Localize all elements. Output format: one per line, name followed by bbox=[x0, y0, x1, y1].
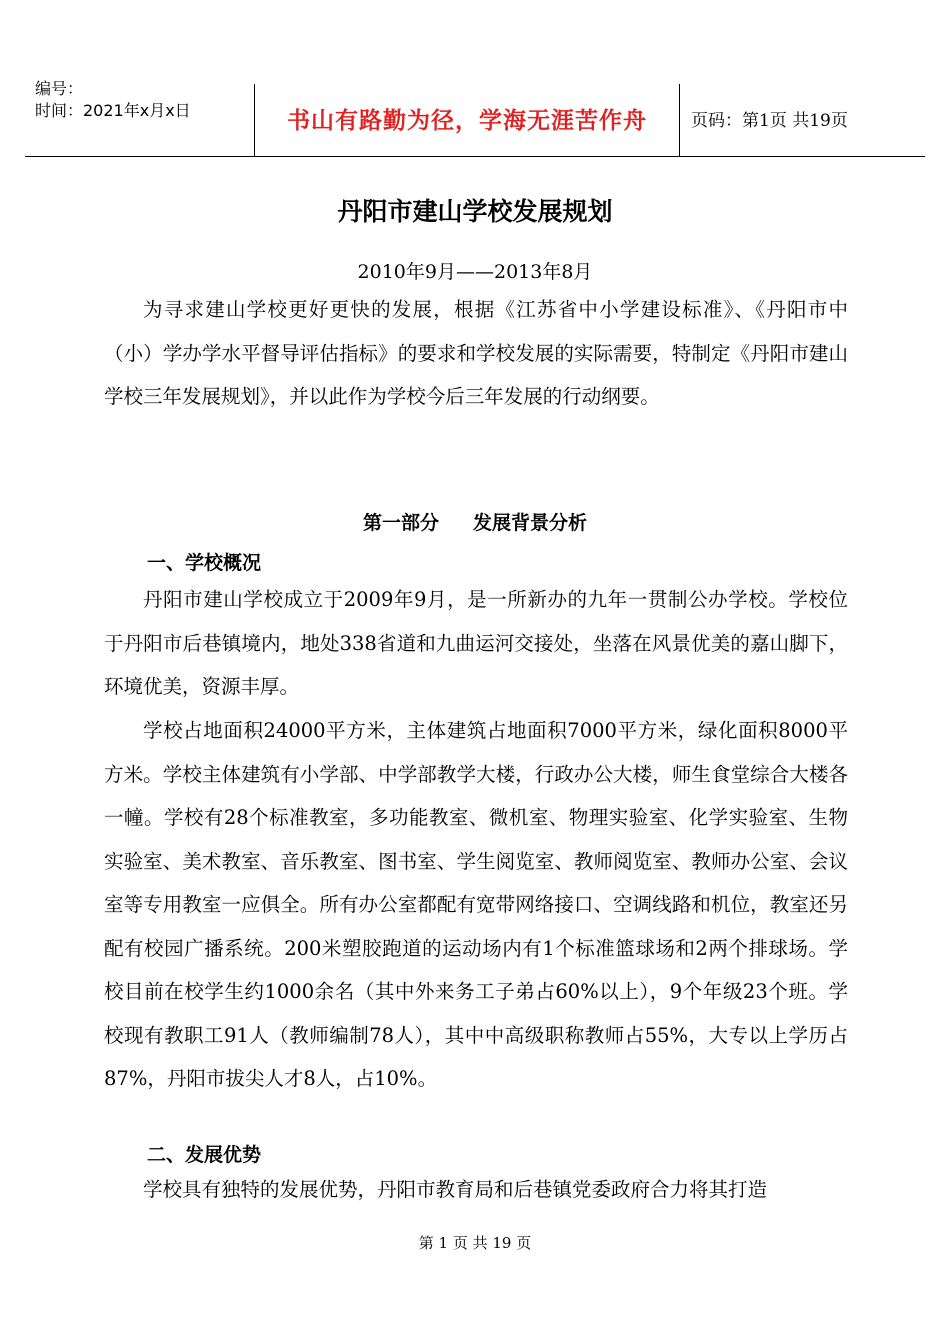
body-paragraph: 丹阳市建山学校成立于2009年9月，是一所新办的九年一贯制公办学校。学校位于丹阳市后巷镇境内，地处338省道和九曲运河交接处，坐落在风景优美的嘉山脚下，环境优美，资源丰厚。 bbox=[104, 588, 848, 698]
intro-paragraph: 为寻求建山学校更好更快的发展，根据《江苏省中小学建设标准》、《丹阳市中（小）学办学水平督导评估指标》的要求和学校发展的实际需要，特制定《丹阳市建山学校三年发展规划》，并以此作为学校今后三年发展的行动纲要。 bbox=[104, 298, 848, 408]
section-heading: 二、发展优势 bbox=[147, 1144, 262, 1166]
header-divider bbox=[679, 84, 680, 156]
part-heading bbox=[0, 508, 950, 535]
body-paragraph: 学校占地面积24000平方米，主体建筑占地面积7000平方米，绿化面积8000平方米。学校主体建筑有小学部、中学部教学大楼，行政办公大楼，师生食堂综合大楼各一幢。学校有28个标准教室，多功能教室、微机室、物理实验室、化学实验室、生物实验室、美术教室、音乐教室、图书室、学生阅览室、教师阅览室、教师办公室、会议室等专用教室一应俱全。所有办公室都配有宽带网络接口、空调线路和机位，教室还另配有校园广播系统。200米塑胶跑道的运动场内有1个标准篮球场和2两个排球场。学校目前在校学生约1000余名（其中外来务工子弟占60%以上），9个年级23个班。学校现有教职工91人（教师编制78人），其中中高级职称教师占55%，大专以上学历占87%，丹阳市拔尖人才8人，占10%。 bbox=[104, 719, 848, 1090]
document-title: 丹阳市建山学校发展规划 bbox=[337, 197, 613, 226]
part-label: 第一部分 bbox=[362, 512, 439, 534]
header-meta bbox=[35, 78, 255, 122]
part-title: 发展背景分析 bbox=[473, 512, 588, 534]
document-subtitle: 2010年9月——2013年8月 bbox=[357, 261, 593, 283]
header-page-info: 页码：第1页 共19页 bbox=[691, 111, 848, 131]
document-number-label: 编号： bbox=[35, 79, 84, 98]
page-footer: 第 1 页 共 19 页 bbox=[418, 1234, 532, 1252]
header-motto: 书山有路勤为径，学海无涯苦作舟 bbox=[287, 107, 647, 134]
body-paragraph: 学校具有独特的发展优势，丹阳市教育局和后巷镇党委政府合力将其打造 bbox=[143, 1178, 768, 1201]
document-time-label: 时间：2021年x月x日 bbox=[35, 101, 191, 120]
section-heading: 一、学校概况 bbox=[147, 552, 262, 574]
page-header bbox=[25, 72, 925, 157]
